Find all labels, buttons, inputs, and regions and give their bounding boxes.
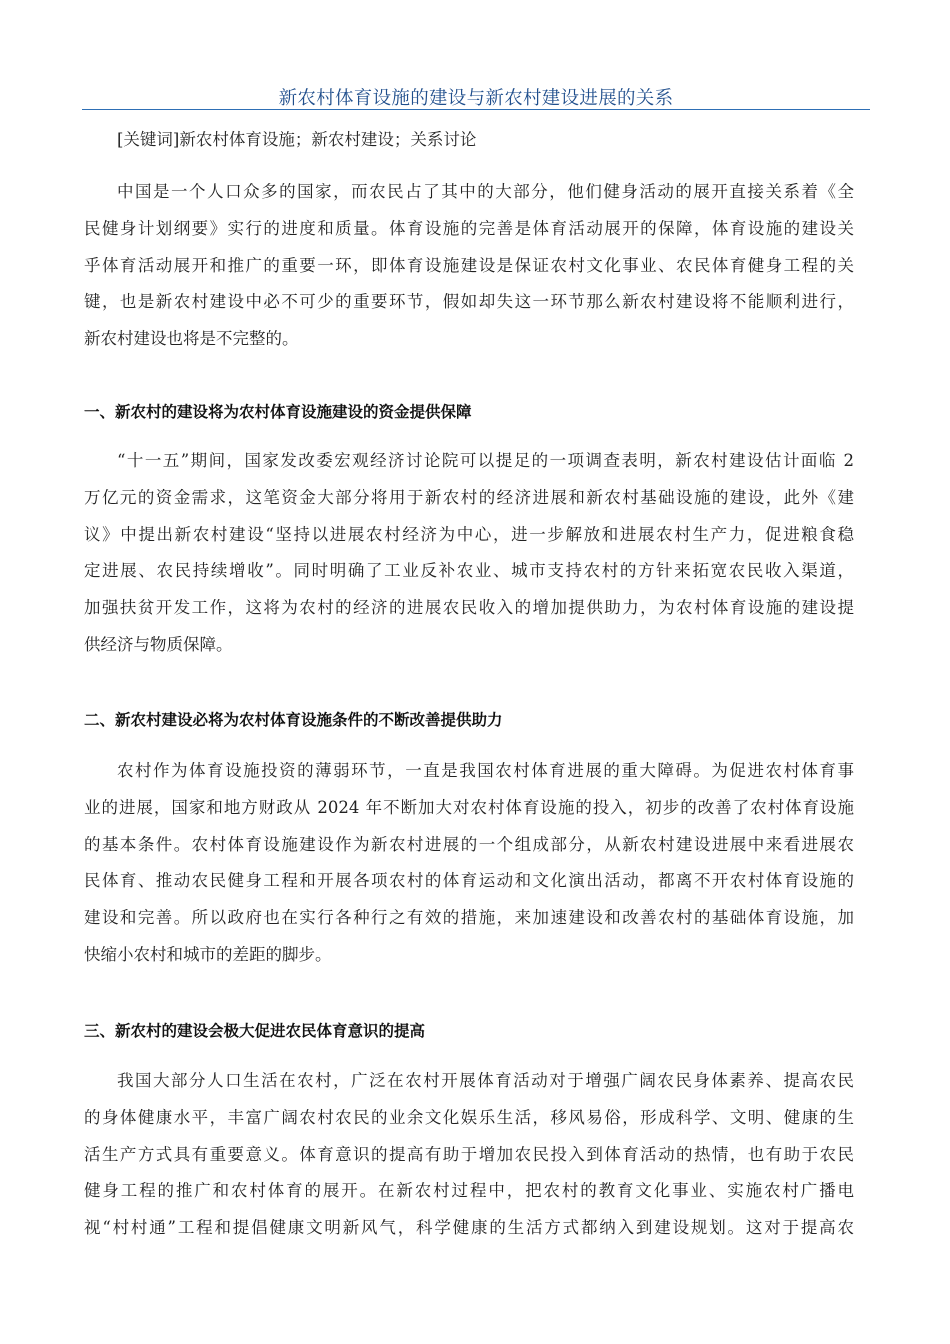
paragraph-line: 万亿元的资金需求，这笔资金大部分将用于新农村的经济进展和新农村基础设施的建设，此外《建	[84, 487, 854, 507]
paragraph-line: 视“村村通”工程和提倡健康文明新风气，科学健康的生活方式都纳入到建设规划。这对于提高农	[84, 1218, 854, 1238]
paragraph-line: 农村作为体育设施投资的薄弱环节，一直是我国农村体育进展的重大障碍。为促进农村体育事	[117, 761, 854, 780]
section-heading-1: 一、新农村的建设将为农村体育设施建设的资金提供保障	[84, 403, 472, 421]
document-title: 新农村体育设施的建设与新农村建设进展的关系	[278, 88, 674, 109]
section-1-paragraph	[84, 443, 854, 664]
section-3-paragraph	[84, 1063, 854, 1247]
paragraph-line: 乎体育活动展开和推广的重要一环，即体育设施建设是保证农村文化事业、农民体育健身工程的关	[84, 255, 854, 275]
paragraph-line: “十一五”期间，国家发改委宏观经济讨论院可以提足的一项调查表明，新农村建设估计面临 2	[117, 451, 854, 470]
section-2-paragraph	[84, 753, 854, 974]
paragraph-line: 的基本条件。农村体育设施建设作为新农村进展的一个组成部分，从新农村建设进展中来看进展农	[84, 834, 854, 854]
paragraph-line: 中国是一个人口众多的国家，而农民占了其中的大部分，他们健身活动的展开直接关系着《全	[117, 182, 854, 201]
paragraph-line: 我国大部分人口生活在农村，广泛在农村开展体育活动对于增强广阔农民身体素养、提高农民	[117, 1071, 854, 1090]
paragraph-line: 定进展、农民持续增收”。同时明确了工业反补农业、城市支持农村的方针来拓宽农民收入渠道，	[84, 561, 854, 581]
paragraph-line: 快缩小农村和城市的差距的脚步。	[84, 944, 332, 964]
paragraph-line: 键，也是新农村建设中必不可少的重要环节，假如却失这一环节那么新农村建设将不能顺利进行，	[84, 292, 854, 312]
paragraph-line: 活生产方式具有重要意义。体育意识的提高有助于增加农民投入到体育活动的热情，也有助于农民	[84, 1144, 854, 1164]
paragraph-line: 议》中提出新农村建设“坚持以进展农村经济为中心，进一步解放和进展农村生产力，促进粮食稳	[84, 524, 854, 544]
paragraph-line: 民体育、推动农民健身工程和开展各项农村的体育运动和文化演出活动，都离不开农村体育设施的	[84, 871, 854, 891]
paragraph-line: 业的进展，国家和地方财政从 2024 年不断加大对农村体育设施的投入，初步的改善了农村体育设施	[84, 797, 854, 817]
paragraph-line: 民健身计划纲要》实行的进度和质量。体育设施的完善是体育活动展开的保障，体育设施的建设关	[84, 218, 854, 238]
paragraph-line: 加强扶贫开发工作，这将为农村的经济的进展农民收入的增加提供助力，为农村体育设施的建设提	[84, 598, 854, 618]
paragraph-line: 新农村建设也将是不完整的。	[84, 329, 299, 349]
paragraph-line: 健身工程的推广和农村体育的展开。在新农村过程中，把农村的教育文化事业、实施农村广播电	[84, 1181, 854, 1201]
section-heading-3: 三、新农村的建设会极大促进农民体育意识的提高	[84, 1022, 426, 1040]
title-underline-rule	[82, 109, 870, 110]
keywords-line: [关键词]新农村体育设施；新农村建设；关系讨论	[117, 130, 477, 149]
paragraph-line: 建设和完善。所以政府也在实行各种行之有效的措施，来加速建设和改善农村的基础体育设施，加	[84, 908, 854, 928]
intro-paragraph	[84, 174, 854, 358]
paragraph-line: 的身体健康水平，丰富广阔农村农民的业余文化娱乐生活，移风易俗，形成科学、文明、健康的生	[84, 1107, 854, 1127]
section-heading-2: 二、新农村建设必将为农村体育设施条件的不断改善提供助力	[84, 711, 503, 729]
paragraph-line: 供经济与物质保障。	[84, 634, 233, 654]
